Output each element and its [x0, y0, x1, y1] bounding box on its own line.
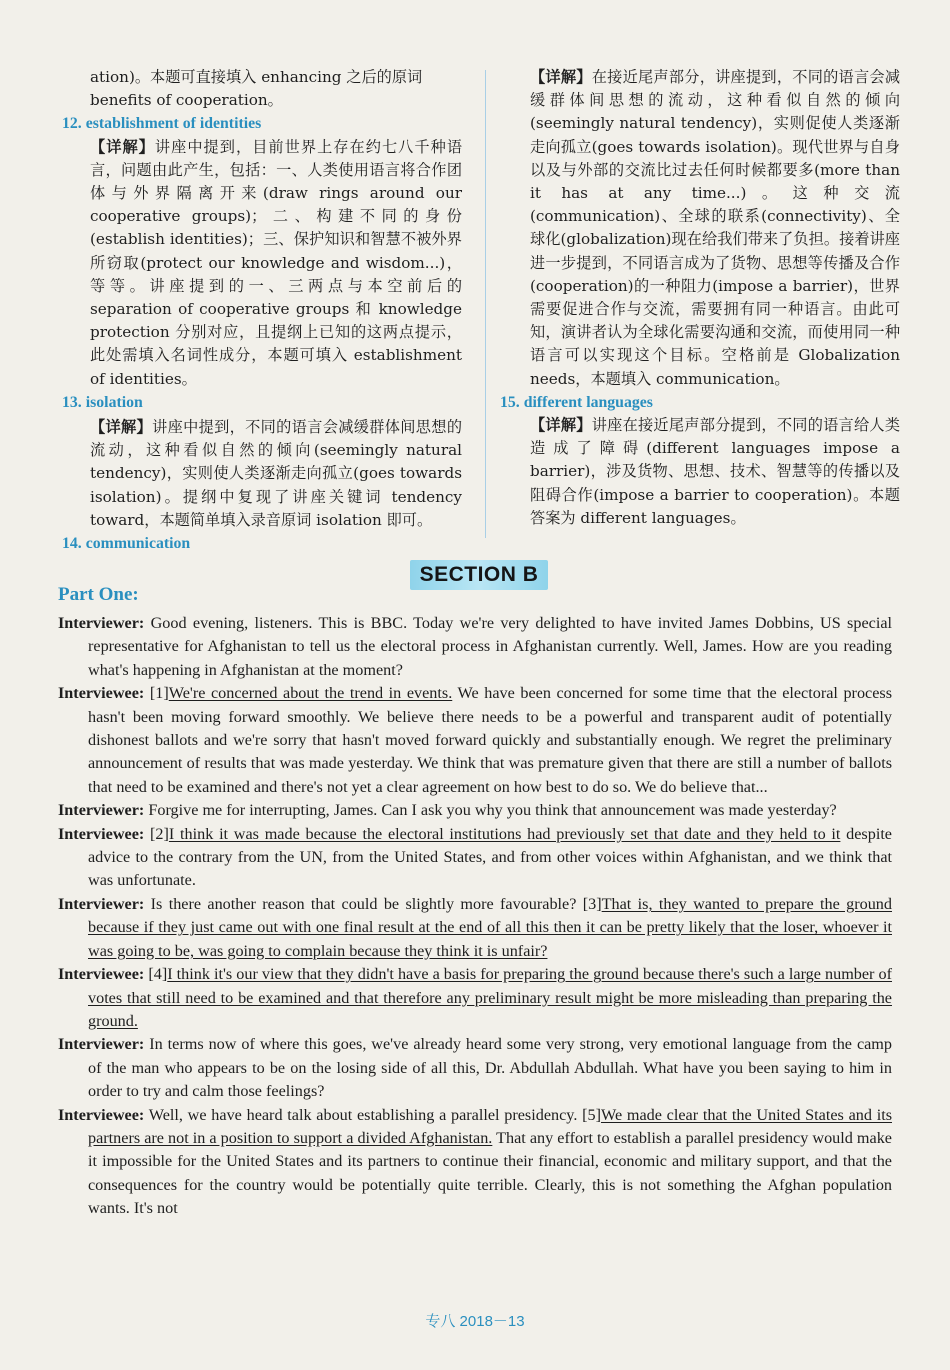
turn-text: Good evening, listeners. This is BBC. Today we're very delighted to have invited James Dobbins, US special representative for Afghanistan to tell us the electoral process in Afghanistan currently. Well, James. How are you reading what's happening in Afghanistan at the moment?: [88, 614, 892, 679]
answer-14: [62, 532, 462, 555]
underlined-answer: I think it's our view that they didn't have a basis for preparing the ground because there's such a large number of votes that still need to be examined and that therefore any preliminary result might be more misleading than preparing the ground.: [88, 965, 892, 1030]
speaker-label: Interviewee:: [58, 824, 145, 843]
detail-label: 【详解】: [530, 68, 592, 86]
answer-text: different languages: [523, 393, 653, 411]
answer-number: 13.: [62, 393, 82, 411]
answer-number: 12.: [62, 115, 82, 133]
speaker-label: Interviewee:: [58, 684, 145, 703]
underlined-answer: I think it was made because the electoral institutions had previously set that date and they held to it: [168, 824, 841, 843]
speaker-label: Interviewer:: [58, 1035, 145, 1054]
turn-text: That any effort to establish a parallel presidency would make it impossible for the United States and its partners to continue their financial, economic and military support, and that the consequences for the country would be potentially quite terrible. Clearly, this is not something the Afghan population wants. It's not: [88, 1128, 892, 1218]
turn-text: Well, we have heard talk about establishing a parallel presidency. [5]: [144, 1105, 601, 1124]
left-answer-column: [62, 66, 462, 555]
answer-15: [500, 391, 900, 414]
answer-text: communication: [85, 535, 191, 553]
underlined-answer: We made clear that the United States and its partners are not in a position to support a divided Afghanistan.: [88, 1105, 892, 1147]
intro-line: ation)。本题可直接填入 enhancing 之后的原词: [90, 68, 423, 86]
answer-12: [62, 112, 462, 135]
right-answer-column: [500, 66, 901, 530]
speaker-label: Interviewee:: [58, 965, 145, 984]
turn-text: [4]: [144, 965, 168, 984]
transcript-turn: [58, 823, 892, 893]
detail-text: 讲座在接近尾声部分提到，不同的语言给人类造成了障碍(different languages impose a barrier)，涉及货物、思想、技术、智慧等的传播以及阻碍合作(impose a barrier to cooperation)。本题答案为 different languages。: [530, 416, 901, 527]
answer-13: [62, 391, 462, 414]
column-divider: [485, 70, 486, 538]
page-footer: 专八 2018－13: [425, 1313, 525, 1330]
transcript-turn: [58, 612, 892, 682]
transcript-turn: [58, 799, 892, 822]
detail-label: 【详解】: [530, 416, 592, 435]
detail-15: [530, 414, 900, 530]
speaker-label: Interviewer:: [58, 801, 145, 820]
speaker-label: Interviewer:: [58, 894, 145, 913]
underlined-answer: That is, they wanted to prepare the ground because if they just came out with one final result at the end of all this then it can be pretty likely that the loser, whoever it was going to be, was going to complain because they think it is unfair?: [88, 894, 892, 960]
detail-13: [62, 416, 462, 532]
answer-number: 15.: [500, 393, 520, 411]
transcript-turn: [58, 682, 892, 799]
turn-text: despite advice to the contrary from the UN, from the United States, and from other voices within Afghanistan, and we think that was unfortunate.: [88, 824, 892, 890]
transcript-turn: [58, 1104, 892, 1221]
detail-12: [62, 136, 462, 391]
answer-text: establishment of identities: [85, 115, 262, 133]
turn-text: Forgive me for interrupting, James. Can I ask you why you think that announcement was made yesterday?: [144, 801, 837, 820]
detail-label: 【详解】: [90, 137, 155, 156]
transcript-turn: [58, 1033, 892, 1103]
transcript: [58, 612, 892, 1221]
underlined-answer: We're concerned about the trend in events.: [168, 684, 453, 703]
detail-text: 讲座中提到，目前世界上存在约七八千种语言，问题由此产生，包括：一、人类使用语言将合作团体与外界隔离开来(draw rings around our cooperative groups)；二、构建不同的身份(establish identities)；三、保护知识和智慧不被外界所窃取(protect our knowledge and wisdom...)，等等。讲座提到的一、三两点与本空前后的 separation of cooperative groups 和 knowledge protection 分别对应，且提纲上已知的这两点提示，此处需填入名词性成分，本题可填入 establishment of identities。: [90, 137, 462, 388]
transcript-turn: [58, 963, 892, 1033]
detail-text: 在接近尾声部分，讲座提到，不同的语言会减缓群体间思想的流动，这种看似自然的倾向(seemingly natural tendency)，实则促使人类逐渐走向孤立(goes towards isolation)。现代世界与自身以及与外部的交流比过去任何时候都要多(more than it has at any time...)。这种交流(communication)、全球的联系(connectivity)、全球化(globalization)现在给我们带来了负担。接着讲座进一步提到，不同语言成为了货物、思想等传播及合作(cooperation)的一种阻力(impose a barrier)，世界需要促进合作与交流，需要拥有同一种语言。由此可知，演讲者认为全球化需要沟通和交流，而使用同一种语言可以实现这个目标。空格前是 Globalization needs，本题填入 communication。: [530, 68, 901, 388]
intro-line: benefits of cooperation。: [90, 91, 283, 110]
section-banner: SECTION B: [410, 560, 548, 590]
answer-number: 14.: [62, 535, 82, 553]
speaker-label: Interviewer:: [58, 614, 145, 632]
part-title: Part One:: [58, 584, 139, 605]
transcript-turn: [58, 893, 892, 963]
answer-text: isolation: [85, 393, 143, 411]
turn-text: [2]: [144, 824, 169, 843]
turn-text: Is there another reason that could be slightly more favourable? [3]: [144, 894, 602, 913]
turn-text: In terms now of where this goes, we've already heard some very strong, very emotional language from the camp of the man who appears to be on the losing side of all this, Dr. Abdullah Abdullah. What have you been saying to him in order to try and calm those feelings?: [88, 1035, 892, 1101]
turn-text: We have been concerned for some time that the electoral process hasn't been moving forward smoothly. We believe there needs to be a powerful and transparent audit of potentially dishonest ballots and we're sorry that hasn't moved forward quickly and substantially enough. We regret the preliminary announcement of results that was made yesterday. We think that was premature given that there are still a number of ballots that need to be examined and there's not yet a clear agreement on how best to do so. We do believe that...: [88, 684, 893, 796]
detail-label: 【详解】: [90, 418, 153, 437]
turn-text: [1]: [144, 684, 169, 703]
detail-text: 讲座中提到，不同的语言会减缓群体间思想的流动，这种看似自然的倾向(seemingly natural tendency)，实则使人类逐渐走向孤立(goes towards isolation)。提纲中复现了讲座关键词 tendency toward，本题简单填入录音原词 isolation 即可。: [90, 418, 463, 529]
detail-14: [530, 66, 900, 391]
speaker-label: Interviewee:: [58, 1105, 145, 1124]
